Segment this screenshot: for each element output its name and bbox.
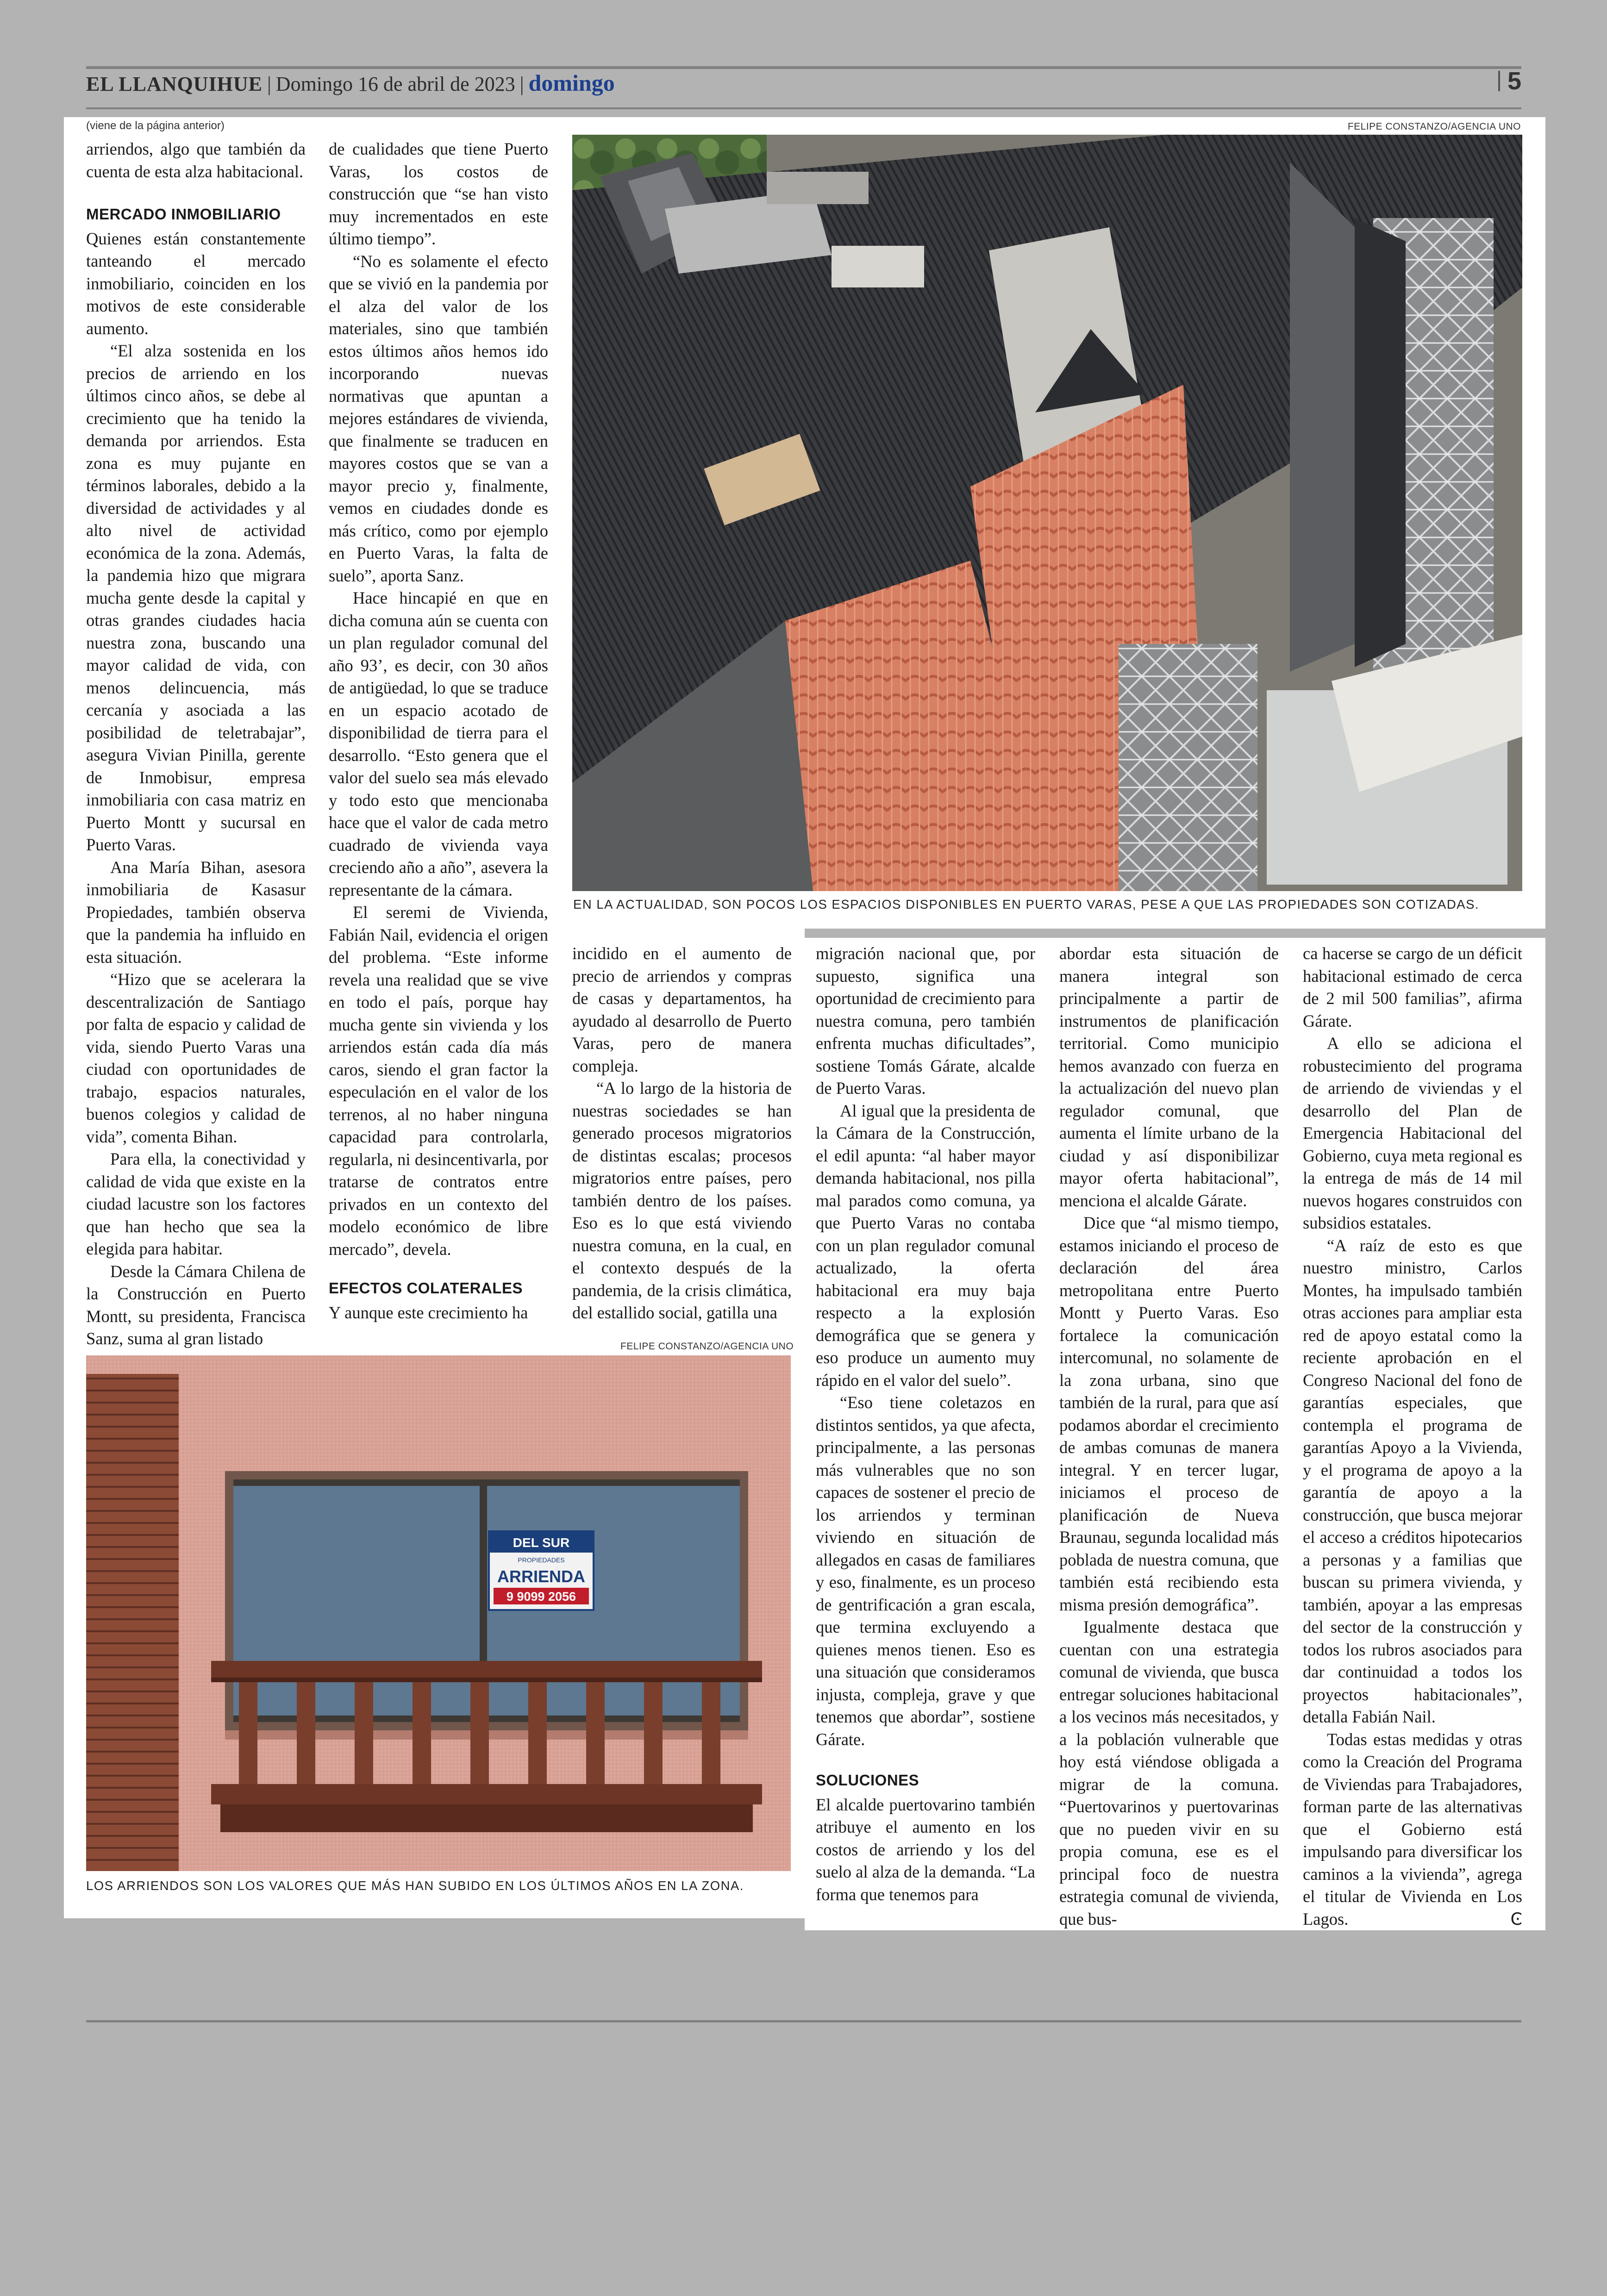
from-previous-page-note: (viene de la página anterior) — [86, 119, 225, 132]
subhead-mercado-inmobiliario: MERCADO INMOBILIARIO — [86, 206, 281, 223]
col2-paragraph: de cualidades que tiene Puerto Varas, los costos de construcción que “se han visto muy incrementados en este último tiempo”. — [329, 139, 548, 248]
col6-paragraph: ca hacerse se cargo de un déficit habitacional estimado de cerca de 2 mil 500 familias”, afirma Gárate. — [1303, 944, 1522, 1030]
subhead-soluciones: SOLUCIONES — [816, 1772, 919, 1789]
roof-photo — [572, 135, 1522, 891]
header-bottom-rule — [86, 107, 1521, 109]
facade-photo-credit: FELIPE CONSTANZO/AGENCIA UNO — [620, 1341, 794, 1352]
article-column-2 — [329, 138, 548, 1323]
col1-paragraph: “Hizo que se acelerara la descentralización de Santiago por falta de espacio y calidad de vida, siendo Puerto Varas una ciudad con oportunidades de trabajo, espacios naturales, buenos colegios y calidad de vida”, comenta Bihan. — [86, 970, 306, 1146]
col2-paragraph: Y aunque este crecimiento ha — [329, 1303, 528, 1322]
col1-paragraph: “El alza sostenida en los precios de arriendo en los últimos cinco años, se debe al crecimiento que ha tenido la demanda por arriendos. Esta zona es muy pujante en términos laborales, debido a la diversidad de actividades y al alto nivel de actividad económica de la zona. Además, la pandemia hizo que migrara mucha gente desde la capital y otras grandes ciudades hacia nuestra zona, buscando una mayor calidad de vida, con menos delincuencia, más cercanía y asociada a las posibilidad de teletrabajar”, asegura Vivian Pinilla, gerente de Inmobisur, empresa inmobiliaria con casa matriz en Puerto Montt y sucursal en Puerto Varas. — [86, 341, 306, 854]
article-column-1 — [86, 138, 306, 1348]
col6-paragraph: “A raíz de esto es que nuestro ministro, Carlos Montes, ha impulsado también otras acciones para ampliar esta red de apoyo estatal como la reciente aprobación en el Congreso Nacional del fono de garantías especiales, que contempla el programa de garantías Apoyo a la Vivienda, y el programa de apoyo a la garantía de apoyo a la construcción, que busca mejorar el acceso a créditos hipotecarios a personas y a familias que buscan su primera vivienda, y también, apoyar a las empresas del sector de la construcción y todos los rubros asociados para dar continuidad a todos los proyectos habitacionales”, detalla Fabián Nail. — [1303, 1235, 1522, 1726]
subhead-efectos-colaterales: EFECTOS COLATERALES — [329, 1279, 523, 1297]
col6-final-text: Todas estas medidas y otras como la Creación del Programa de Viviendas para Trabajadores, forman parte de las alternativas que el Gobierno está impulsando para diversificar los caminos a la vivienda”, agrega el titular de Vivienda en Los Lagos. — [1303, 1729, 1522, 1928]
col4-paragraph: El alcalde puertovarino también atribuye el aumento en los costos de arriendo y los del suelo al alza de la demanda. “La forma que tenemos para — [816, 1795, 1035, 1904]
issue-date: Domingo 16 de abril de 2023 — [275, 73, 515, 95]
col1-paragraph: Desde la Cámara Chilena de la Construcción en Puerto Montt, su presidenta, Francisca Sanz, suma al gran listado — [86, 1261, 306, 1348]
article-column-4 — [816, 942, 1035, 1926]
col5-paragraph: abordar esta situación de manera integral son principalmente a partir de instrumentos de planificación territorial. Como municipio hemos avanzado con fuerza en la actualización del nuevo plan regulador comunal, que aumenta el límite urbano de la ciudad y así disponibilizar mayor oferta habitacional”, menciona el alcalde Gárate. — [1059, 944, 1279, 1210]
page-number: 5 — [1498, 67, 1521, 95]
facade-photo — [86, 1355, 791, 1871]
facade-photo-caption: LOS ARRIENDOS SON LOS VALORES QUE MÁS HAN SUBIDO EN LOS ÚLTIMOS AÑOS EN LA ZONA. — [86, 1878, 744, 1893]
sign-phone: 9 9099 2056 — [506, 1590, 576, 1603]
col5-paragraph: Dice que “al mismo tiempo, estamos iniciando el proceso de declaración del área metropolitana entre Puerto Montt y Puerto Varas. Eso fortalece la comunicación intercomunal, no solamente de la zona urbana, sino que también de la rural, para que así podamos abordar el crecimiento de ambas comunas de manera integral. Y en tercer lugar, iniciamos el proceso de planificación de Nueva Braunau, segunda localidad más poblada de nuestra comuna, que también está recibiendo esta misma presión demográfica”. — [1059, 1213, 1279, 1614]
col3-paragraph: incidido en el aumento de precio de arriendos y compras de casas y departamentos, ha ayudado al desarrollo de Puerto Varas, pero de manera compleja. — [572, 944, 792, 1075]
col3-paragraph: “A lo largo de la historia de nuestras sociedades se han generado procesos migratorios de distintas escalas; procesos migratorios entre países, pero también dentro de los países. Eso es lo que está viviendo nuestra comuna, en la cual, en el contexto después de la pandemia, de la crisis climática, del estallido social, gatilla una — [572, 1079, 792, 1322]
roof-construction-image — [572, 135, 1522, 891]
article-column-3 — [572, 942, 792, 1322]
header-top-rule — [86, 66, 1521, 69]
roof-photo-caption: EN LA ACTUALIDAD, SON POCOS LOS ESPACIOS DISPONIBLES EN PUERTO VARAS, PESE A QUE LAS PROPIEDADES SON COTIZADAS. — [573, 897, 1480, 911]
sign-brand: DEL SUR — [513, 1535, 570, 1550]
article-column-6 — [1303, 942, 1522, 1929]
col5-paragraph: Igualmente destaca que cuentan con una estrategia comunal de vivienda, que busca entregar soluciones habitacional a los vecinos más necesitados, y a la población vulnerable que hoy está viéndose obligada a migrar de la comuna. “Puertovarinos y puertovarinas que no pueden vivir en su propia comuna, ese es el principal foco de nuestra estrategia comunal de vivienda, que bus- — [1059, 1617, 1279, 1928]
masthead: EL LLANQUIHUE | Domingo 16 de abril de 2023 | domingo — [86, 70, 615, 96]
section-name: domingo — [528, 70, 615, 96]
sign-word: ARRIENDA — [497, 1567, 586, 1586]
rental-facade-image — [86, 1355, 791, 1871]
col2-paragraph: Hace hincapié en que en dicha comuna aún se cuenta con un plan regulador comunal del año 93’, es decir, con 30 años de antigüedad, lo que se traduce en un espacio acotado de disponibilidad de tierra para el desarrollo. “Esto genera que el valor del suelo sea más elevado y todo esto que mencionaba hace que el valor de cada metro cuadrado de vivienda vaya creciendo año a año”, asevera la representante de la cámara. — [329, 588, 548, 899]
col2-paragraph: El seremi de Vivienda, Fabián Nail, evidencia el origen del problema. “Este informe revela una realidad que se vive en todo el país, porque hay mucha gente sin vivienda y los arriendos están cada día más caros, siendo el gran factor la especulación en el valor de los terrenos, al no haber ninguna capacidad para controlarla, regularla, ni desincentivarla, por tratarse de contratos entre privados en un contexto del modelo económico de libre mercado”, devela. — [329, 903, 548, 1259]
col4-paragraph: “Eso tiene coletazos en distintos sentidos, ya que afecta, principalmente, a las personas más vulnerables que no son capaces de sostener el precio de los arriendos y terminan viviendo en situación de allegados en casas de familiares y eso, finalmente, es un proceso de gentrificación a gran escala, que termina excluyendo a quienes menos tienen. Eso es una situación que consideramos injusta, compleja, grave y que tenemos que abordar”, sostiene Gárate. — [816, 1393, 1035, 1749]
publication-name: EL LLANQUIHUE — [86, 73, 263, 95]
col1-paragraph: arriendos, algo que también da cuenta de esta alza habitacional. — [86, 139, 306, 181]
col1-paragraph: Ana María Bihan, asesora inmobiliaria de Kasasur Propiedades, también observa que la pandemia ha influido en esta situación. — [86, 857, 306, 967]
rental-sign — [489, 1531, 594, 1610]
footer-rule — [86, 2020, 1521, 2022]
sign-subtitle: PROPIEDADES — [518, 1556, 565, 1564]
article-column-5 — [1059, 942, 1279, 1926]
col1-paragraph: Quienes están constantemente tanteando el mercado inmobiliario, coinciden en los motivos de este considerable aumento. — [86, 229, 306, 338]
end-of-article-icon: Ͼ — [1510, 1909, 1522, 1929]
col4-paragraph: migración nacional que, por supuesto, significa una oportunidad de crecimiento para nuestra comuna, pero también enfrenta muchas dificultades”, sostiene Tomás Gárate, alcalde de Puerto Varas. — [816, 944, 1035, 1098]
col6-paragraph — [1303, 1728, 1522, 1931]
col1-paragraph: Para ella, la conectividad y calidad de vida que existe en la ciudad lacustre son los factores que han hecho que sea la elegida para habitar. — [86, 1149, 306, 1258]
col2-paragraph: “No es solamente el efecto que se vivió en la pandemia por el alza del valor de los materiales, sino que también estos últimos años hemos ido incorporando nuevas normativas que apuntan a mejores estándares de vivienda, que finalmente se traducen en mayores costos que se van a mayor precio y, finalmente, vemos en ciudades donde es más crítico, como por ejemplo en Puerto Varas, la falta de suelo”, aporta Sanz. — [329, 251, 548, 585]
roof-photo-credit: FELIPE CONSTANZO/AGENCIA UNO — [1347, 121, 1521, 132]
col4-paragraph: Al igual que la presidenta de la Cámara de la Construcción, el edil apunta: “al haber mayor demanda habitacional, nos pilla mal parados como comuna, ya que Puerto Varas no contaba con un plan regulador comunal actualizado, la oferta habitacional era muy baja respecto a la explosión demográfica que se genera y eso produce un aumento muy rápido en el valor del suelo”. — [816, 1101, 1035, 1390]
col6-paragraph: A ello se adiciona el robustecimiento del programa de arriendo de viviendas y el desarrollo del Plan de Emergencia Habitacional del Gobierno, cuya meta regional es la entrega de más de 14 mil nuevos hogares construidos con subsidios estatales. — [1303, 1034, 1522, 1232]
